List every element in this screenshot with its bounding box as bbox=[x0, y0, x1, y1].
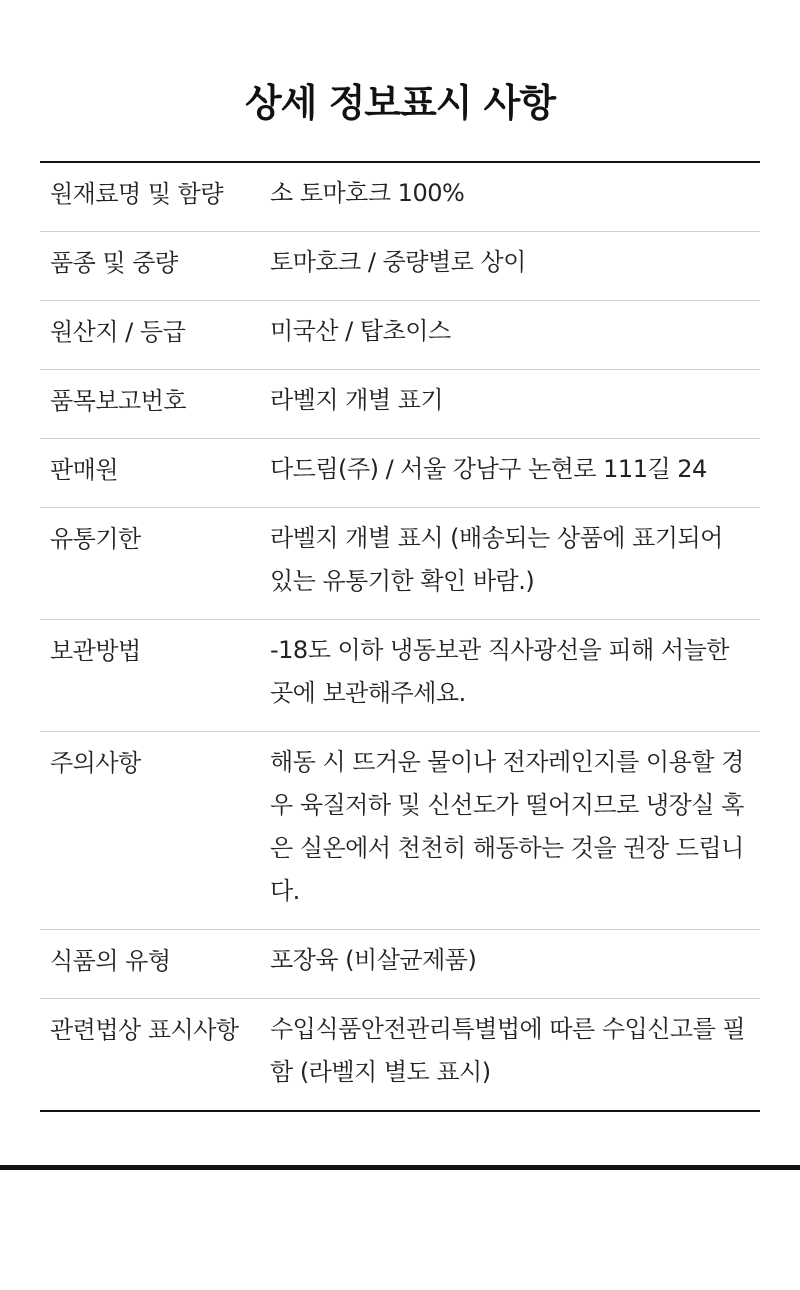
row-label: 보관방법 bbox=[50, 637, 141, 665]
product-info-table bbox=[40, 161, 760, 1112]
row-value: 수입식품안전관리특별법에 따른 수입신고를 필함 (라벨지 별도 표시) bbox=[270, 1015, 746, 1086]
row-value: 해동 시 뜨거운 물이나 전자레인지를 이용할 경우 육질저하 및 신선도가 떨어지므로 냉장실 혹은 실온에서 천천히 해동하는 것을 권장 드립니다. bbox=[270, 748, 744, 905]
row-value: 토마호크 / 중량별로 상이 bbox=[270, 248, 526, 276]
table-row bbox=[40, 301, 760, 370]
page-title: 상세 정보표시 사항 bbox=[244, 81, 556, 125]
row-label: 원산지 / 등급 bbox=[50, 318, 186, 346]
table-row bbox=[40, 232, 760, 301]
row-label: 품종 및 중량 bbox=[50, 249, 178, 277]
table-row bbox=[40, 620, 760, 732]
row-value: 라벨지 개별 표기 bbox=[270, 386, 444, 414]
row-value: 라벨지 개별 표시 (배송되는 상품에 표기되어 있는 유통기한 확인 바람.) bbox=[270, 524, 723, 595]
table-row bbox=[40, 930, 760, 999]
table-row bbox=[40, 370, 760, 439]
table-row bbox=[40, 999, 760, 1110]
table-row bbox=[40, 508, 760, 620]
row-label: 판매원 bbox=[50, 456, 119, 484]
row-label: 품목보고번호 bbox=[50, 387, 187, 415]
row-value: -18도 이하 냉동보관 직사광선을 피해 서늘한 곳에 보관해주세요. bbox=[270, 636, 729, 707]
row-value: 미국산 / 탑초이스 bbox=[270, 317, 451, 345]
row-label: 원재료명 및 함량 bbox=[50, 180, 224, 208]
row-label: 식품의 유형 bbox=[50, 947, 171, 975]
section-divider bbox=[0, 1165, 800, 1170]
row-label: 주의사항 bbox=[50, 749, 141, 777]
row-value: 소 토마호크 100% bbox=[270, 179, 465, 207]
row-label: 관련법상 표시사항 bbox=[50, 1016, 239, 1044]
table-row bbox=[40, 439, 760, 508]
row-label: 유통기한 bbox=[50, 525, 141, 553]
table-row bbox=[40, 732, 760, 930]
row-value: 다드림(주) / 서울 강남구 논현로 111길 24 bbox=[270, 455, 707, 483]
row-value: 포장육 (비살균제품) bbox=[270, 946, 477, 974]
table-row bbox=[40, 163, 760, 232]
